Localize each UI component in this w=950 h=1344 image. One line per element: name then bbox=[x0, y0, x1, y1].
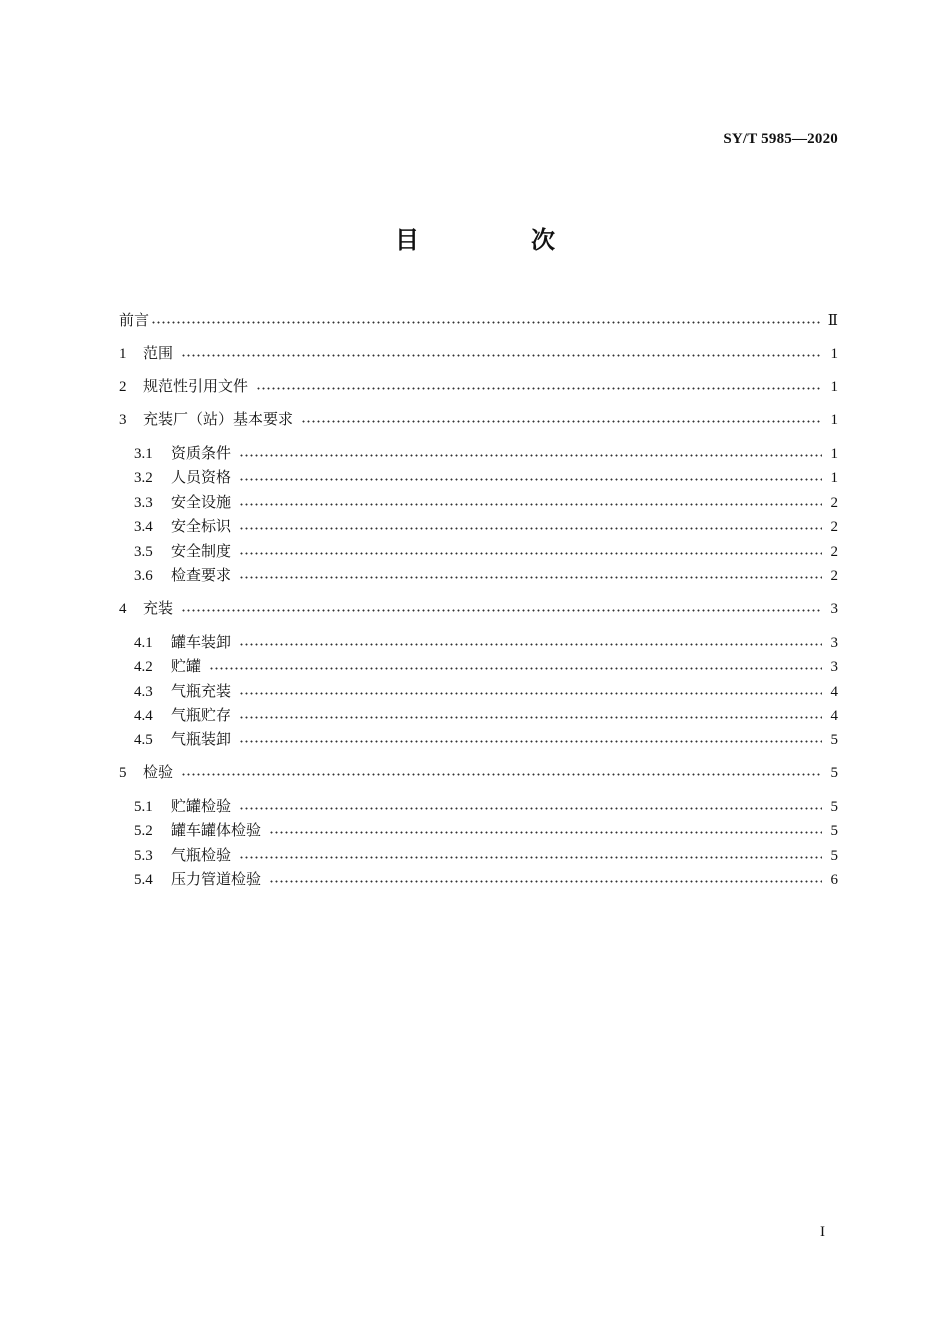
dot-leader bbox=[269, 880, 822, 883]
dot-leader bbox=[239, 643, 822, 646]
toc-entry-page: 5 bbox=[830, 823, 838, 839]
toc-entry-page: 4 bbox=[830, 708, 838, 724]
toc-subentry[interactable] bbox=[134, 656, 838, 676]
toc-entry-label: 气瓶贮存 bbox=[171, 706, 232, 724]
toc-entry[interactable] bbox=[119, 762, 838, 782]
toc-entry-page: 1 bbox=[830, 446, 838, 462]
toc-entry-number: 5.3 bbox=[134, 848, 153, 864]
toc-entry-label: 气瓶检验 bbox=[171, 846, 232, 864]
toc-entry-page: 2 bbox=[830, 519, 838, 535]
toc-entry-number: 3 bbox=[119, 412, 127, 428]
toc-entry-label: 气瓶装卸 bbox=[171, 730, 232, 748]
toc-entry-page: 2 bbox=[830, 568, 838, 584]
toc-entry-label: 安全标识 bbox=[171, 517, 232, 535]
dot-leader bbox=[256, 387, 822, 390]
toc-entry-label: 检验 bbox=[143, 763, 174, 781]
dot-leader bbox=[239, 478, 822, 481]
dot-leader bbox=[239, 552, 822, 555]
toc-entry-label: 贮罐检验 bbox=[171, 797, 232, 815]
toc-entry-page: 5 bbox=[830, 732, 838, 748]
toc-entry-page: 4 bbox=[830, 684, 838, 700]
toc-entry-number: 4.1 bbox=[134, 635, 153, 651]
dot-leader bbox=[269, 831, 822, 834]
toc-entry-label: 充装 bbox=[143, 599, 174, 617]
toc-entry-page: 5 bbox=[830, 765, 838, 781]
toc-entry-number: 3.5 bbox=[134, 544, 153, 560]
dot-leader bbox=[239, 740, 822, 743]
dot-leader bbox=[239, 527, 822, 530]
toc-entry-label: 前言 bbox=[119, 311, 150, 329]
dot-leader bbox=[181, 354, 822, 357]
toc-entry-page: 3 bbox=[830, 635, 838, 651]
toc-entry-number: 5.2 bbox=[134, 823, 153, 839]
toc-subentry[interactable] bbox=[134, 492, 838, 512]
dot-leader bbox=[151, 321, 822, 324]
toc-entry-page: 5 bbox=[830, 848, 838, 864]
toc-entry-page: 3 bbox=[830, 659, 838, 675]
toc-entry[interactable] bbox=[119, 310, 838, 330]
toc-entry-number: 5 bbox=[119, 765, 127, 781]
standard-code: SY/T 5985—2020 bbox=[723, 131, 838, 147]
toc-entry-label: 范围 bbox=[143, 344, 174, 362]
toc-entry-page: 1 bbox=[830, 379, 838, 395]
dot-leader bbox=[239, 807, 822, 810]
toc-subentry[interactable] bbox=[134, 516, 838, 536]
toc-subentry[interactable] bbox=[134, 681, 838, 701]
toc-subentry[interactable] bbox=[134, 565, 838, 585]
toc-entry[interactable] bbox=[119, 598, 838, 618]
dot-leader bbox=[181, 609, 822, 612]
toc-entry-page: 6 bbox=[830, 872, 838, 888]
toc-entry-number: 2 bbox=[119, 379, 127, 395]
toc-subentry[interactable] bbox=[134, 820, 838, 840]
dot-leader bbox=[181, 773, 822, 776]
toc-entry-number: 4.2 bbox=[134, 659, 153, 675]
toc-subentry[interactable] bbox=[134, 845, 838, 865]
toc-entry-number: 3.3 bbox=[134, 495, 153, 511]
dot-leader bbox=[239, 454, 822, 457]
dot-leader bbox=[239, 576, 822, 579]
dot-leader bbox=[239, 692, 822, 695]
toc-entry-label: 人员资格 bbox=[171, 468, 232, 486]
toc-entry-page: Ⅱ bbox=[827, 313, 838, 329]
dot-leader bbox=[239, 503, 822, 506]
toc-entry-label: 罐车罐体检验 bbox=[171, 821, 262, 839]
toc-entry-number: 3.1 bbox=[134, 446, 153, 462]
toc-subentry[interactable] bbox=[134, 796, 838, 816]
dot-leader bbox=[239, 716, 822, 719]
page-number: I bbox=[820, 1224, 825, 1240]
toc-entry-number: 4.4 bbox=[134, 708, 153, 724]
toc-entry-number: 3.2 bbox=[134, 470, 153, 486]
toc-entry-label: 检查要求 bbox=[171, 566, 232, 584]
toc-entry-page: 3 bbox=[830, 601, 838, 617]
toc-entry-number: 4.3 bbox=[134, 684, 153, 700]
toc-subentry[interactable] bbox=[134, 705, 838, 725]
dot-leader bbox=[239, 856, 822, 859]
toc-entry-page: 1 bbox=[830, 470, 838, 486]
toc-entry-page: 2 bbox=[830, 495, 838, 511]
toc-entry[interactable] bbox=[119, 409, 838, 429]
toc-subentry[interactable] bbox=[134, 632, 838, 652]
toc-subentry[interactable] bbox=[134, 443, 838, 463]
toc-entry-number: 1 bbox=[119, 346, 127, 362]
toc-subentry[interactable] bbox=[134, 869, 838, 889]
toc-entry-number: 4.5 bbox=[134, 732, 153, 748]
toc-entry-page: 1 bbox=[830, 346, 838, 362]
toc-entry-page: 1 bbox=[830, 412, 838, 428]
toc-subentry[interactable] bbox=[134, 729, 838, 749]
toc-subentry[interactable] bbox=[134, 467, 838, 487]
toc-entry-label: 资质条件 bbox=[171, 444, 232, 462]
toc-entry-label: 规范性引用文件 bbox=[143, 377, 249, 395]
toc-entry-number: 3.6 bbox=[134, 568, 153, 584]
toc-entry-number: 4 bbox=[119, 601, 127, 617]
toc-entry-page: 2 bbox=[830, 544, 838, 560]
toc-entry-number: 5.4 bbox=[134, 872, 153, 888]
toc-entry[interactable] bbox=[119, 343, 838, 363]
toc-entry-number: 5.1 bbox=[134, 799, 153, 815]
toc-entry-label: 气瓶充装 bbox=[171, 682, 232, 700]
toc-subentry[interactable] bbox=[134, 541, 838, 561]
toc-entry-label: 安全设施 bbox=[171, 493, 232, 511]
dot-leader bbox=[209, 667, 822, 670]
toc-entry-label: 充装厂（站）基本要求 bbox=[143, 410, 294, 428]
toc-entry-label: 压力管道检验 bbox=[171, 870, 262, 888]
toc-entry-number: 3.4 bbox=[134, 519, 153, 535]
toc-entry-label: 贮罐 bbox=[171, 657, 202, 675]
toc-title: 目 次 bbox=[395, 226, 599, 254]
toc-entry-label: 罐车装卸 bbox=[171, 633, 232, 651]
toc-entry[interactable] bbox=[119, 376, 838, 396]
toc-entry-page: 5 bbox=[830, 799, 838, 815]
toc-entry-label: 安全制度 bbox=[171, 542, 232, 560]
dot-leader bbox=[301, 420, 822, 423]
